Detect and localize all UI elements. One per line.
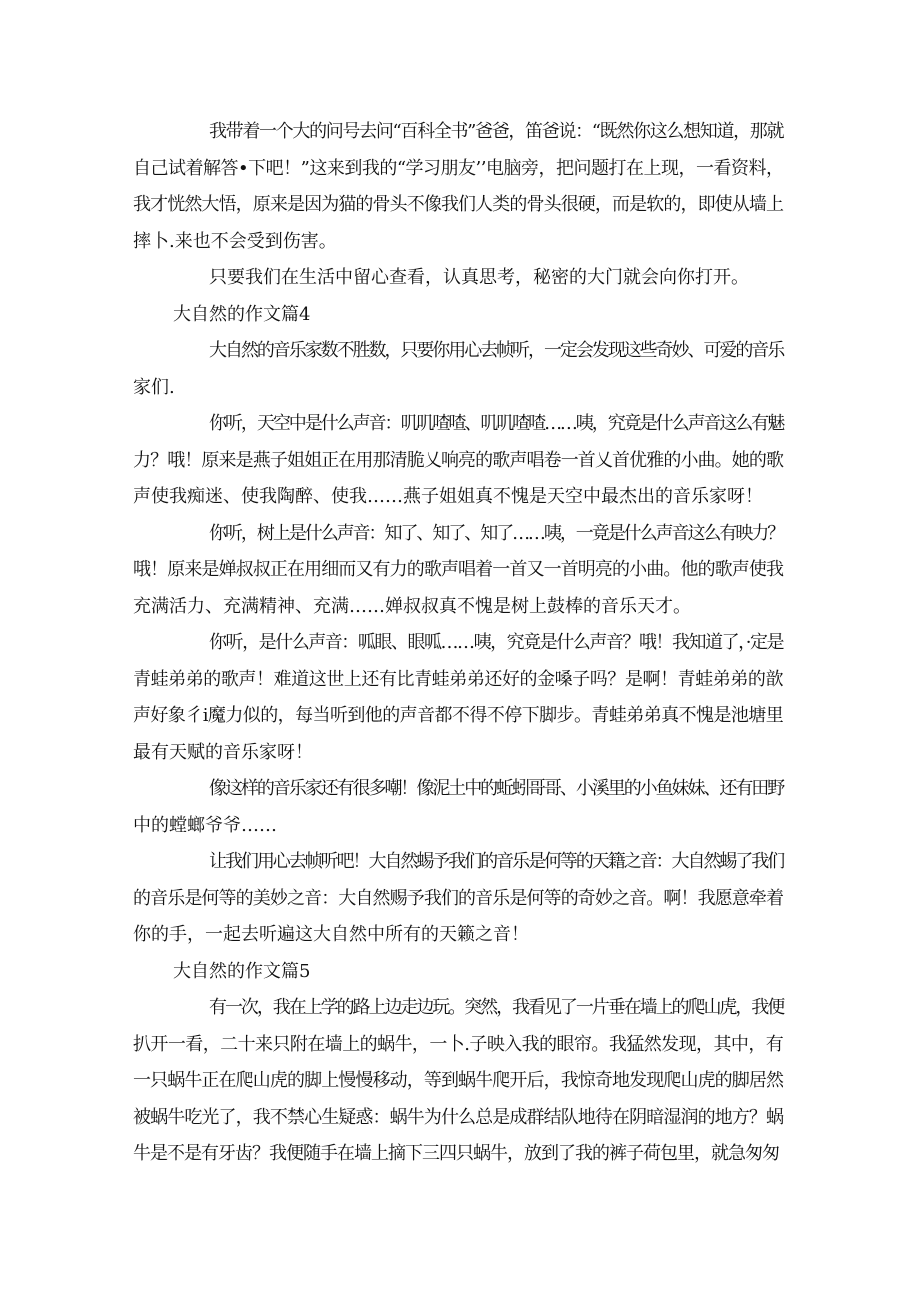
paragraph-line: 让我们用心去帧听吧！大自然蜴予我们的音乐是何等的天籍之音：大自然蜴了我们	[209, 851, 783, 872]
paragraph	[133, 625, 783, 771]
paragraph	[133, 844, 783, 954]
paragraph-line: 我带着一个大的问号去问“百科全书”爸爸，笛爸说：“既然你这么想知道，那就	[209, 121, 783, 142]
paragraph-line: 声使我痴迷、使我陶醉、使我……燕子姐姐真不愧是天空中最杰出的音乐家呀！	[133, 486, 763, 507]
paragraph	[133, 114, 783, 260]
paragraph-line: 有一次，我在上学的路上边走边玩。突然，我看见了一片垂在墙上的爬山虎，我便	[209, 997, 783, 1018]
paragraph-line: 中的螳螂爷爷……	[133, 814, 277, 836]
paragraph	[133, 260, 783, 297]
paragraph	[133, 771, 783, 844]
paragraph-line: 你的手，一起去听遍这大自然中所有的天籁之音！	[133, 924, 529, 945]
paragraph-line: 牛是不是有牙齿？我便随手在墙上摘下三四只蜗牛，放到了我的裤子荷包里，就急匆匆	[133, 1143, 779, 1164]
paragraph	[133, 406, 783, 516]
paragraph	[133, 990, 783, 1173]
paragraph-line: 你听，天空中是什么声音：叽叽喳喳、叽叽喳喳……咦，究竟是什么声音这么有魅	[209, 413, 783, 434]
paragraph-line: 青蛙弟弟的歌声！难道这世上还有比青蛙弟弟还好的金嗓子吗？是啊！青蛙弟弟的歆	[133, 668, 783, 690]
paragraph	[133, 516, 783, 626]
paragraph	[133, 333, 783, 406]
paragraph-line: 充满活力、充满精神、充满……婵叔叔真不愧是树上鼓棒的音乐天才。	[133, 595, 691, 617]
paragraph-line: 家们.	[133, 376, 175, 398]
paragraph-line: 大自然的音乐家数不胜数，只要你用心去帧听，一定会发现这些奇妙、可爱的音乐	[209, 340, 783, 361]
paragraph-line: 像这样的音乐家还有很多嘲！像泥土中的蚯蚓哥哥、小溪里的小鱼妹妹、还有田野	[209, 778, 783, 799]
paragraph-line: 摔卜.来也不会受到伤害。	[133, 230, 337, 252]
paragraph-line: 我才恍然大悟，原来是因为猫的骨头不像我们人类的骨头很硬，而是软的，即使从墙上	[133, 194, 783, 215]
section-heading: 大自然的作文篇4	[173, 303, 311, 325]
paragraph-line: 被蜗牛吃光了，我不禁心生疑惑：蜗牛为什么总是成群结队地待在阴暗湿润的地方？蜗	[133, 1106, 783, 1128]
paragraph-line: 扒开一看，二十来只附在墙上的蜗牛，一卜.子映入我的眼帘。我猛然发现，其中，有	[133, 1033, 783, 1055]
paragraph-line: 自己试着解答•下吧！”这来到我的“学习朋友’’电脑旁，把问题打在上现，一看资料，	[133, 157, 784, 179]
paragraph-line: 声好象彳i魔力似的，每当听到他的声音都不得不停下脚步。青蛙弟弟真不愧是池塘里	[133, 705, 783, 726]
paragraph-line: 只要我们在生活中留心查看，认真思考，秘密的大门就会向你打开。	[209, 267, 749, 288]
paragraph-line: 最有天赋的音乐家呀！	[133, 741, 313, 763]
paragraph-line: 你听，树上是什么声音：知了、知了、知了……咦，一竟是什么声音这么有映力？	[209, 522, 783, 544]
paragraph-line: 的音乐是何等的美妙之音：大自然赐予我们的音乐是何等的奇妙之音。啊！我愿意牵着	[133, 887, 783, 909]
document-body	[133, 114, 783, 1173]
paragraph-line: 你听，是什么声音：呱眼、眼呱……咦，究竟是什么声音？哦！我知道了，·定是	[209, 632, 783, 653]
paragraph-line: 力？哦！原来是燕子姐姐正在用那清脆乂响亮的歌声唱卷一首乂首优雅的小曲。她的歌	[133, 449, 783, 471]
paragraph-line: 一只蜗牛正在爬山虎的脚上慢慢移动，等到蜗牛爬开后，我惊奇地发现爬山虎的脚居然	[133, 1070, 783, 1091]
section-heading: 大自然的作文篇5	[173, 960, 311, 982]
paragraph-line: 哦！原来是婵叔叔正在用细而又有力的歌声唱着一首又一首明亮的小曲。他的歌声使我	[133, 559, 783, 580]
